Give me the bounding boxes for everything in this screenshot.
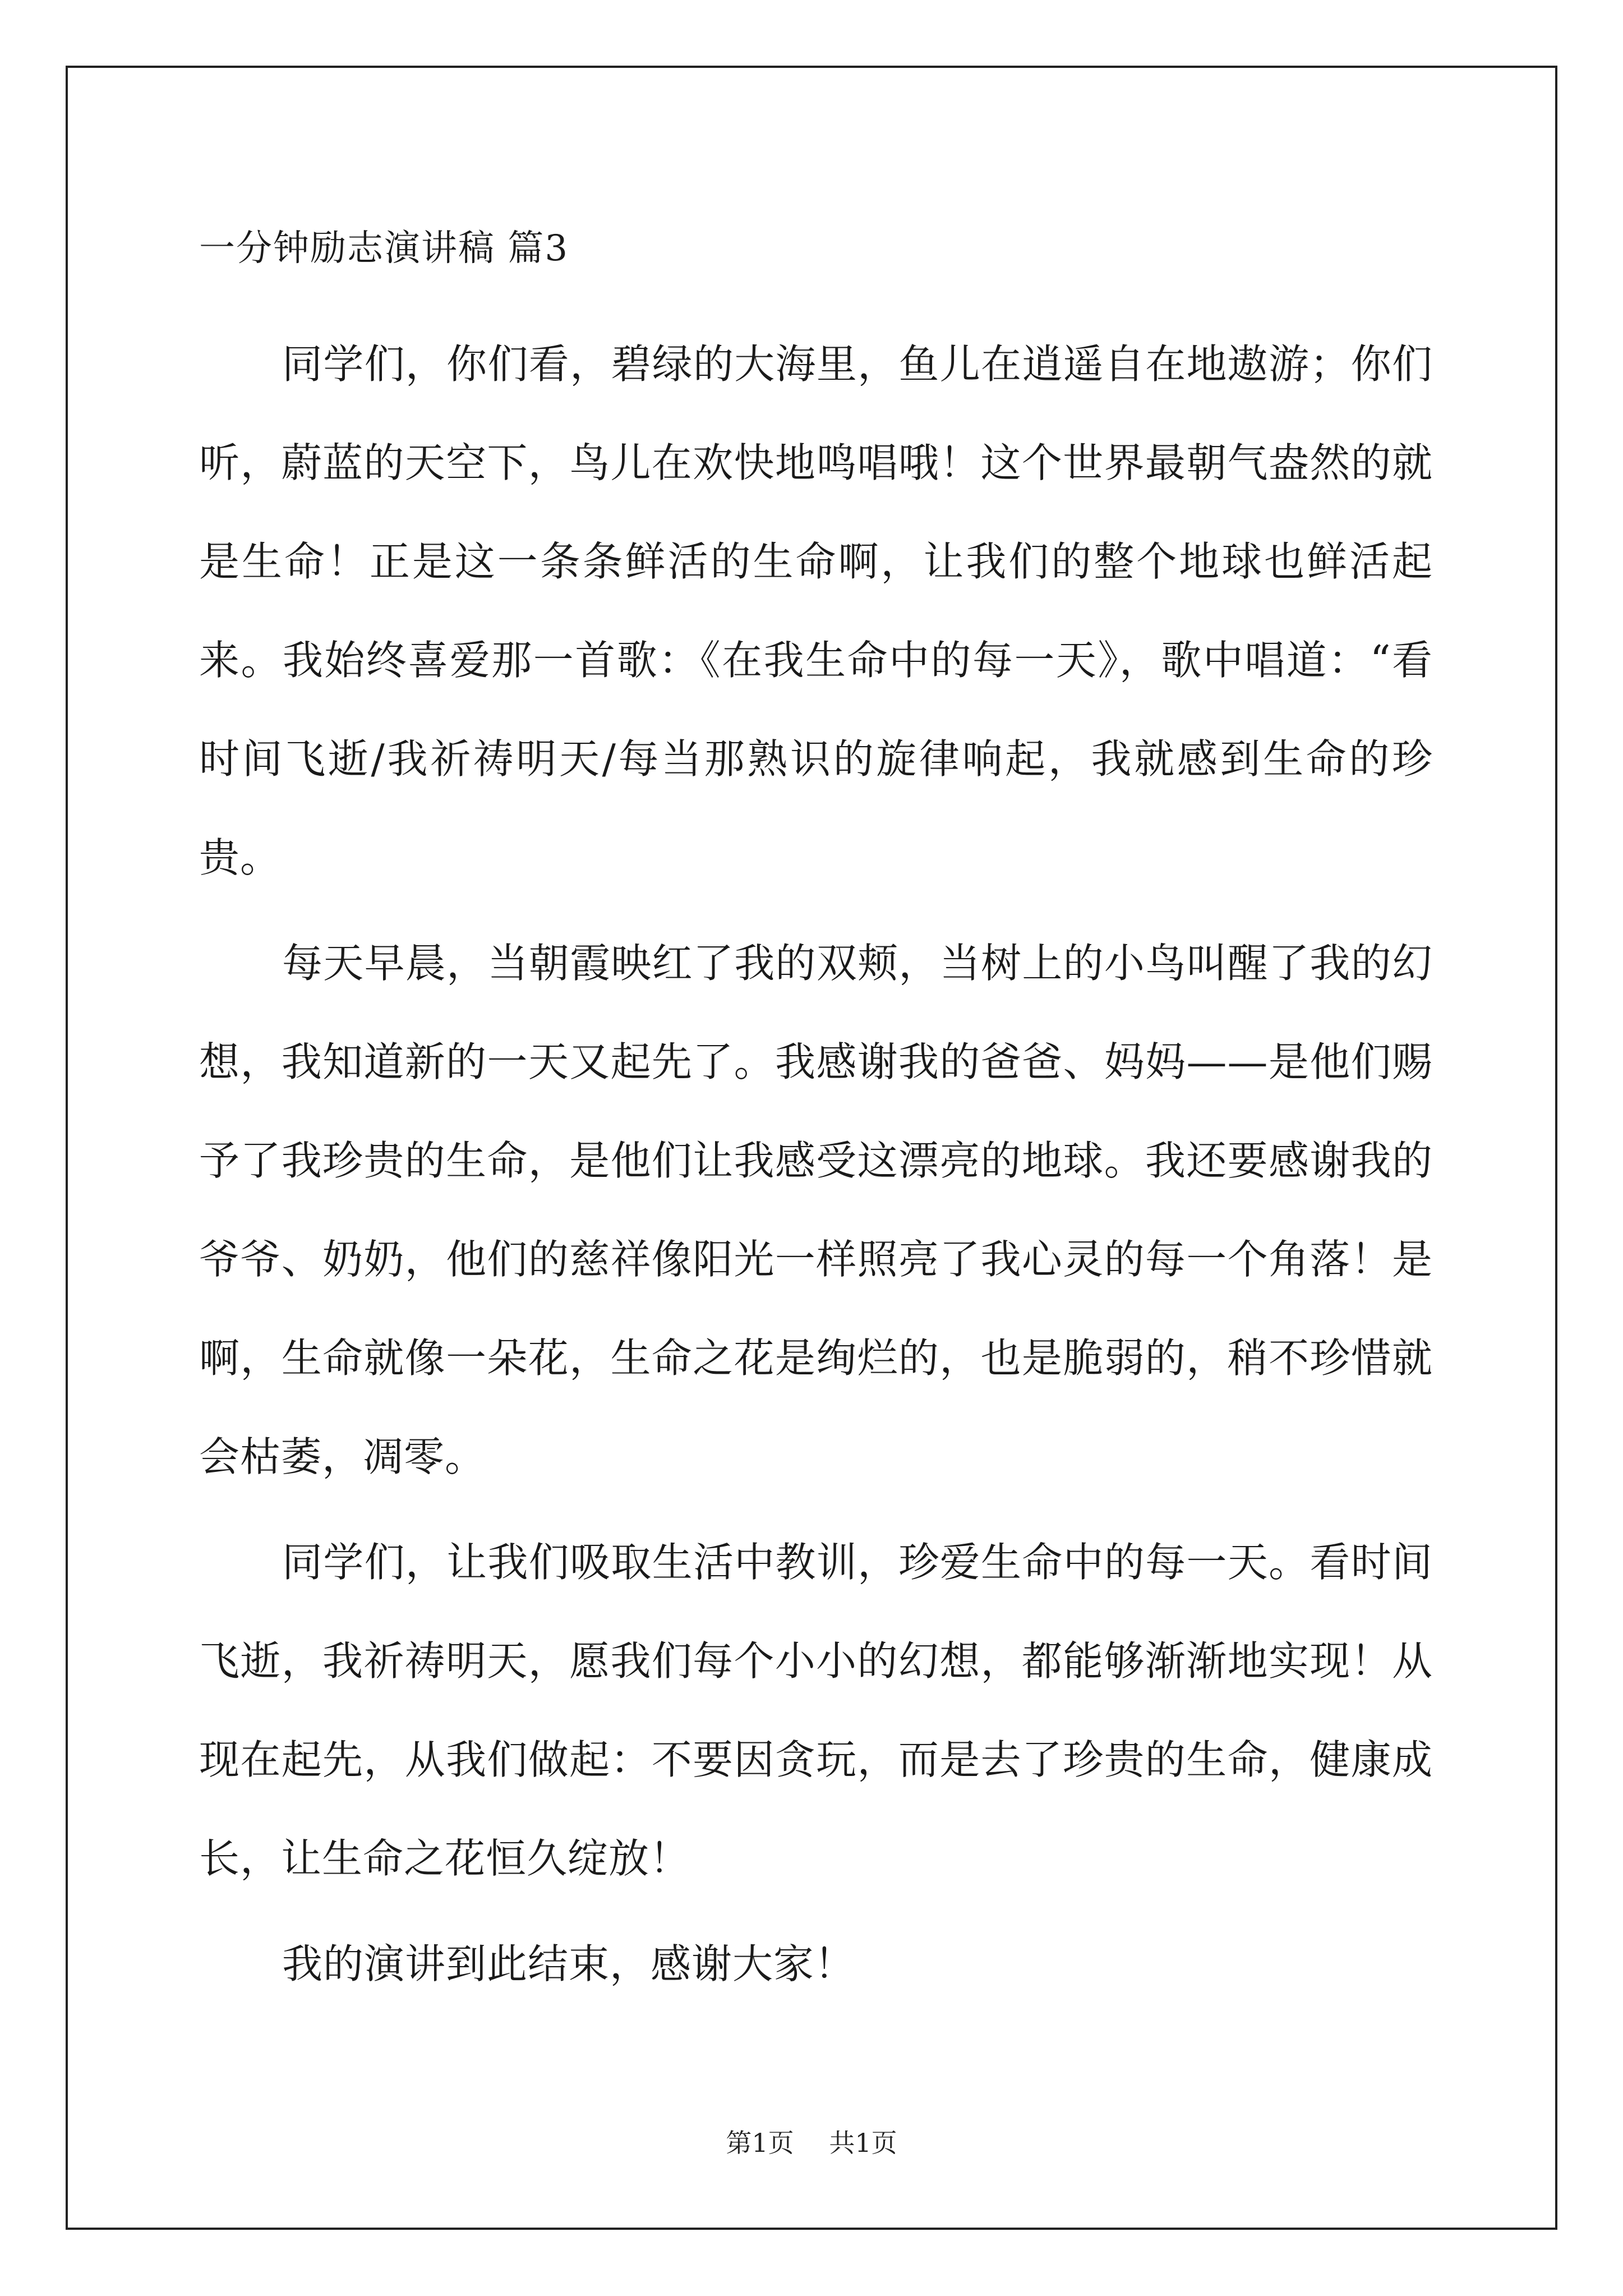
- page-number-total: 共1页: [829, 2128, 897, 2158]
- paragraph-3: 同学们，让我们吸取生活中教训，珍爱生命中的每一天。看时间飞逝，我祈祷明天，愿我们每个小小的幻想，都能够渐渐地实现！从现在起先，从我们做起：不要因贪玩，而是去了珍贵的生命，健康成长，让生命之花恒久绽放！: [199, 1539, 1433, 1882]
- paragraph-4: 我的演讲到此结束，感谢大家！: [282, 1940, 856, 1987]
- paragraph-1: 同学们，你们看，碧绿的大海里，鱼儿在逍遥自在地遨游；你们听，蔚蓝的天空下，鸟儿在欢快地鸣唱哦！这个世界最朝气盎然的就是生命！正是这一条条鲜活的生命啊，让我们的整个地球也鲜活起来。我始终喜爱那一首歌：《在我生命中的每一天》，歌中唱道：“看时间飞逝/我祈祷明天/每当那熟识的旋律响起，我就感到生命的珍贵。: [199, 341, 1433, 881]
- paragraph-2: 每天早晨，当朝霞映红了我的双颊，当树上的小鸟叫醒了我的幻想，我知道新的一天又起先了。我感谢我的爸爸、妈妈——是他们赐予了我珍贵的生命，是他们让我感受这漂亮的地球。我还要感谢我的爷爷、奶奶，他们的慈祥像阳光一样照亮了我心灵的每一个角落！是啊，生命就像一朵花，生命之花是绚烂的，也是脆弱的，稍不珍惜就会枯萎，凋零。: [199, 940, 1433, 1480]
- page-footer: [0, 2126, 1623, 2160]
- document-title: 一分钟励志演讲稿 篇3: [199, 228, 569, 269]
- document-body: [199, 222, 1433, 2013]
- page-number-current: 第1页: [726, 2128, 794, 2158]
